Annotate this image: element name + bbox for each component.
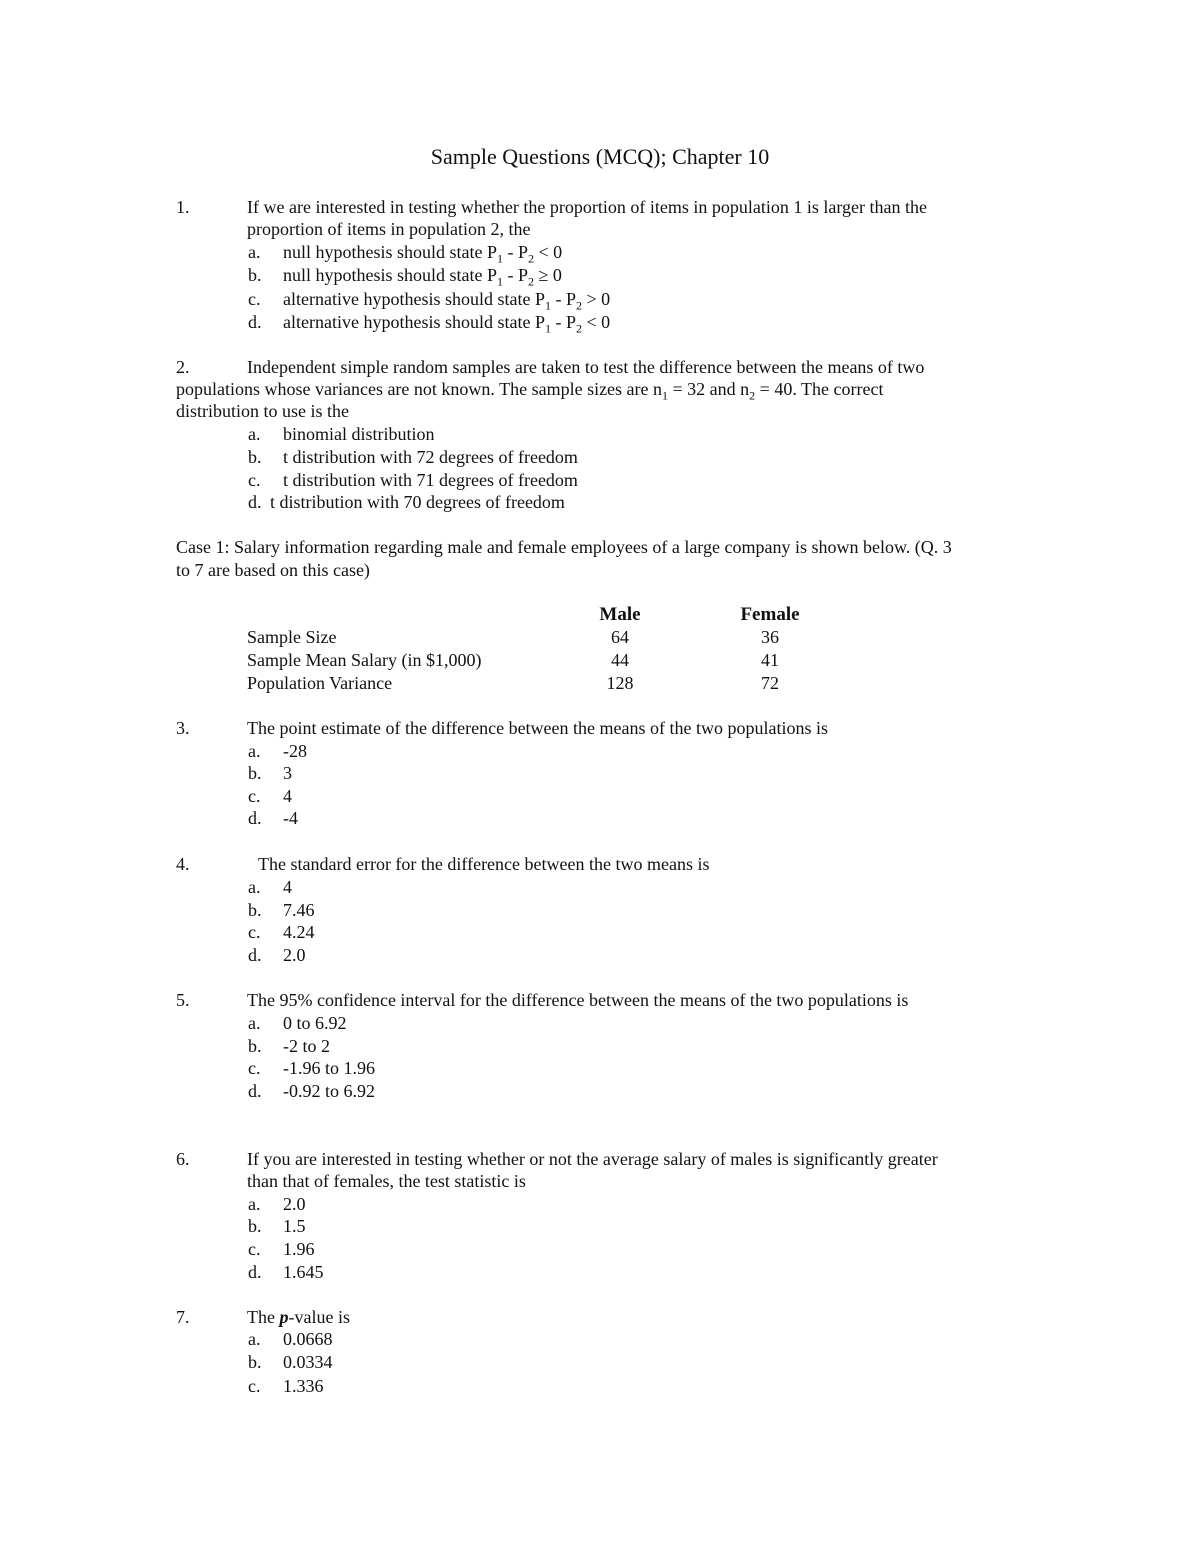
option-text: 0 to 6.92 (283, 1013, 347, 1033)
row-label: Sample Size (247, 627, 337, 647)
column-header-female: Female (740, 604, 800, 625)
option-letter: c. (248, 289, 261, 309)
option-letter: a. (248, 741, 261, 761)
option-text: t distribution with 71 degrees of freedom (283, 470, 578, 490)
option-letter: d. (248, 808, 262, 828)
option-text: t distribution with 72 degrees of freedom (283, 447, 578, 467)
question-stem: The p-value is (247, 1307, 350, 1327)
question-stem: The point estimate of the difference between the means of the two populations is (247, 718, 828, 738)
cell-male: 44 (611, 650, 629, 670)
option-letter: a. (248, 1194, 261, 1214)
option-letter: c. (248, 1058, 261, 1078)
option-letter: c. (248, 470, 261, 490)
option-letter: c. (248, 922, 261, 942)
question-number: 7. (176, 1307, 190, 1327)
option-text: -28 (283, 741, 307, 761)
question-number: 6. (176, 1149, 190, 1169)
option-text: t distribution with 70 degrees of freedom (270, 492, 565, 512)
cell-male: 128 (606, 673, 634, 693)
option-text: 0.0334 (283, 1352, 333, 1372)
question-stem: populations whose variances are not known. The sample sizes are $n_1 = 32$ and $n_2 = 40$. The correct (176, 379, 884, 403)
case-description: Case 1: Salary information regarding male and female employees of a large company is shown below. (Q. 3 (176, 537, 952, 557)
question-stem: Independent simple random samples are taken to test the difference between the means of two (247, 357, 925, 377)
question-number: 2. (176, 357, 190, 377)
option-text: 1.336 (283, 1376, 324, 1396)
question-stem: than that of females, the test statistic is (247, 1171, 526, 1191)
question-stem: If we are interested in testing whether the proportion of items in population 1 is larger than the (247, 197, 927, 217)
option-text: 2.0 (283, 1194, 306, 1214)
option-letter: c. (248, 1376, 261, 1396)
option-letter: d. (248, 1081, 262, 1101)
option-letter: a. (248, 877, 261, 897)
cell-female: 72 (761, 673, 779, 693)
option-letter: d. (248, 492, 262, 512)
column-header-male: Male (599, 604, 641, 625)
option-letter: a. (248, 1013, 261, 1033)
option-letter: c. (248, 786, 261, 806)
option-text: 0.0668 (283, 1329, 333, 1349)
question-number: 1. (176, 197, 190, 217)
option-text: 1.5 (283, 1216, 306, 1236)
option-text: null hypothesis should state $P_1 - P_2 \ge 0$ (283, 265, 562, 289)
row-label: Population Variance (247, 673, 393, 693)
option-text: -4 (283, 808, 298, 828)
option-text: 2.0 (283, 945, 306, 965)
option-text: 1.645 (283, 1262, 324, 1282)
option-letter: b. (248, 1036, 262, 1056)
page-title: Sample Questions (MCQ); Chapter 10 (430, 144, 770, 169)
option-text: -1.96 to 1.96 (283, 1058, 375, 1078)
option-text: 3 (283, 763, 292, 783)
option-letter: b. (248, 763, 262, 783)
option-text: alternative hypothesis should state $P_1 - P_2 > 0$ (283, 289, 611, 313)
option-letter: b. (248, 1216, 262, 1236)
question-number: 3. (176, 718, 190, 738)
option-text: binomial distribution (283, 424, 435, 444)
option-text: null hypothesis should state $P_1 - P_2 < 0$ (283, 242, 563, 266)
option-letter: c. (248, 1239, 261, 1259)
option-text: alternative hypothesis should state $P_1 - P_2 < 0$ (283, 312, 611, 336)
question-stem: If you are interested in testing whether or not the average salary of males is significantly greater (247, 1149, 938, 1169)
question-number: 5. (176, 990, 190, 1010)
cell-female: 36 (761, 627, 779, 647)
option-letter: b. (248, 447, 262, 467)
option-text: -0.92 to 6.92 (283, 1081, 375, 1101)
option-text: 4.24 (283, 922, 315, 942)
option-letter: d. (248, 1262, 262, 1282)
option-text: 7.46 (283, 900, 315, 920)
option-letter: b. (248, 1352, 262, 1372)
option-text: -2 to 2 (283, 1036, 330, 1056)
option-letter: a. (248, 242, 261, 262)
option-letter: a. (248, 1329, 261, 1349)
cell-female: 41 (761, 650, 779, 670)
option-letter: d. (248, 945, 262, 965)
row-label: Sample Mean Salary (in $1,000) (247, 650, 482, 670)
option-text: 1.96 (283, 1239, 315, 1259)
question-stem: The 95% confidence interval for the difference between the means of the two populations is (247, 990, 909, 1010)
option-text: 4 (283, 786, 292, 806)
option-letter: a. (248, 424, 261, 444)
option-letter: d. (248, 312, 262, 332)
question-stem: distribution to use is the (176, 401, 349, 421)
case-description: to 7 are based on this case) (176, 560, 370, 580)
cell-male: 64 (611, 627, 629, 647)
option-text: 4 (283, 877, 292, 897)
option-letter: b. (248, 900, 262, 920)
option-letter: b. (248, 265, 262, 285)
question-number: 4. (176, 854, 190, 874)
question-stem: proportion of items in population 2, the (247, 219, 531, 239)
question-stem: The standard error for the difference between the two means is (258, 854, 710, 874)
